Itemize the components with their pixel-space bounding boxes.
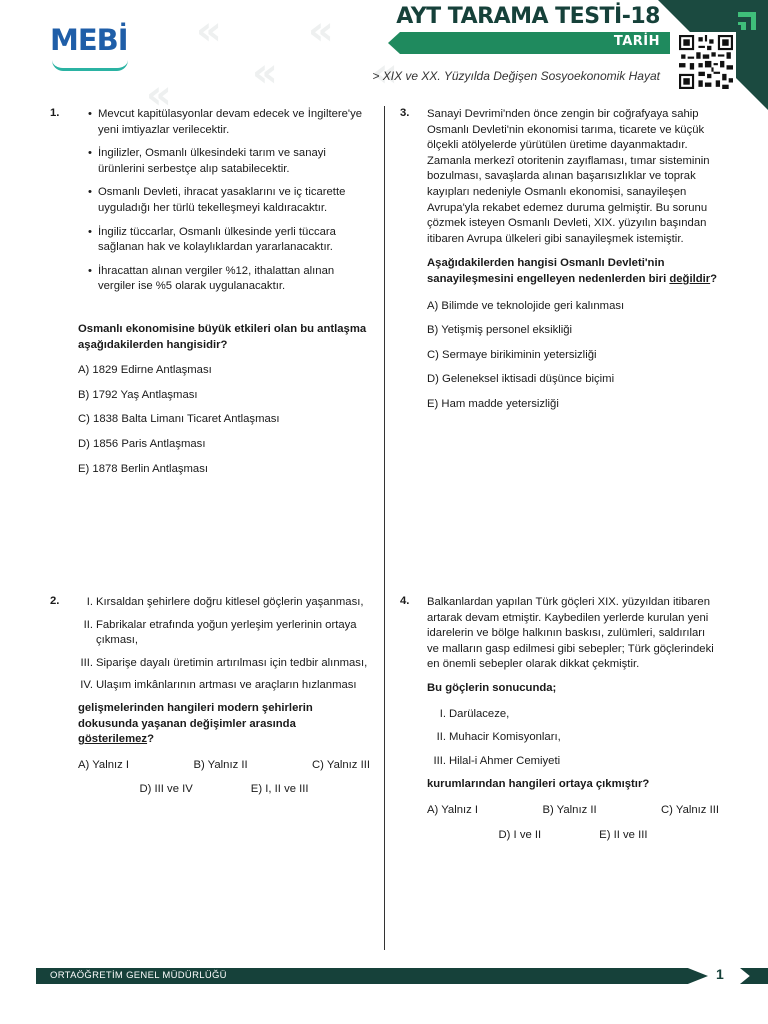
question-3-option-c[interactable]: C) Sermaye birikiminin yetersizliği (427, 348, 597, 361)
question-2-number: 2. (50, 595, 60, 607)
chevron-decoration-icon: « (146, 72, 172, 118)
question-1-option-b[interactable]: B) 1792 Yaş Antlaşması (78, 388, 198, 401)
stem-text: Aşağıdakilerden hangisi Osmanlı Devleti'nin sanayileşmesini engelleyen nedenlerden biri (427, 257, 667, 285)
corner-arrow-icon (734, 8, 760, 34)
question-4-option-a[interactable]: A) Yalnız I (427, 803, 479, 816)
question-1-bullet: • İhracattan alınan vergiler %12, ithalattan alınan vergiler ise %5 olarak uygulanacaktır. (86, 264, 364, 295)
question-1-option-c[interactable]: C) 1838 Balta Limanı Ticaret Antlaşması (78, 413, 280, 426)
item-text: Fabrikalar etrafında yoğun yerleşim yerlerinin ortaya çıkması, (96, 618, 357, 647)
question-1-option-e[interactable]: E) 1878 Berlin Antlaşması (78, 462, 208, 475)
logo-swoosh (52, 60, 128, 71)
stem-end: ? (147, 733, 154, 746)
question-1-bullet: • İngilizler, Osmanlı ülkesindeki tarım ve sanayi ürünlerini serbestçe alıp satabilecektir. (86, 146, 364, 177)
roman-numeral: I. (439, 707, 446, 720)
stem-underlined: gösterilemez (78, 733, 148, 746)
question-4-option-d[interactable]: D) I ve II (498, 828, 542, 841)
item-text: Hilal-i Ahmer Cemiyeti (449, 754, 561, 767)
roman-numeral: I. (86, 596, 93, 608)
question-1-bullet: • Mevcut kapitülasyonlar devam edecek ve İngiltere'ye yeni imtiyazlar verilecektir. (86, 107, 364, 138)
question-2-option-e[interactable]: E) I, II ve III (250, 783, 309, 796)
topic-subtitle: > XIX ve XX. Yüzyılda Değişen Sosyoekonomik Hayat (372, 69, 660, 83)
question-2-option-c[interactable]: C) Yalnız III (312, 758, 370, 771)
question-1 (86, 107, 364, 303)
question-4-item (431, 730, 719, 746)
roman-numeral: II. (436, 731, 446, 744)
item-text: Ulaşım imkânlarının artması ve araçların hızlanması (96, 679, 357, 692)
question-2-item (78, 656, 370, 672)
question-4-lead: Bu göçlerin sonucunda; (427, 681, 557, 694)
question-2 (78, 595, 370, 798)
column-divider (384, 106, 385, 950)
question-2-item (78, 595, 370, 611)
question-2-option-b[interactable]: B) Yalnız II (193, 758, 248, 771)
question-4-number: 4. (400, 595, 410, 607)
question-1-stem: Osmanlı ekonomisine büyük etkileri olan bu antlaşma aşağıdakilerden hangisidir? (78, 323, 367, 351)
chevron-decoration-icon: « (252, 50, 278, 96)
question-1-option-d[interactable]: D) 1856 Paris Antlaşması (78, 437, 206, 450)
question-3-option-d[interactable]: D) Geleneksel iktisadi düşünce biçimi (427, 373, 615, 386)
question-4 (427, 595, 719, 843)
question-4-item (431, 707, 719, 723)
question-4-stem: kurumlarından hangileri ortaya çıkmıştır? (427, 778, 650, 791)
question-1-number: 1. (50, 107, 60, 119)
question-1-option-a[interactable]: A) 1829 Edirne Antlaşması (78, 364, 212, 377)
logo-text: MEBİ (50, 23, 128, 57)
mebi-logo (50, 24, 132, 72)
question-1-bullet: • İngiliz tüccarlar, Osmanlı ülkesinde yerli tüccara sağlanan hak ve kolaylıklardan yararlanacaktır. (86, 225, 364, 256)
test-title: AYT TARAMA TESTİ-18 (396, 4, 660, 29)
question-1-answers (78, 318, 368, 477)
question-2-option-d[interactable]: D) III ve IV (139, 783, 193, 796)
item-text: Siparişe dayalı üretimin artırılması için tedbir alınması, (96, 656, 368, 669)
chevron-decoration-icon: « (308, 8, 334, 54)
roman-numeral: III. (433, 754, 446, 767)
roman-numeral: III. (80, 656, 93, 669)
question-4-item (431, 754, 719, 770)
question-3-option-e[interactable]: E) Ham madde yetersizliği (427, 397, 559, 410)
question-3-number: 3. (400, 107, 410, 119)
question-1-bullet: • Osmanlı Devleti, ihracat yasaklarını ve iç ticarette uyguladığı her türlü tekelleşmeyi kaldıracaktır. (86, 185, 364, 216)
question-4-option-b[interactable]: B) Yalnız II (542, 803, 597, 816)
question-2-item (78, 678, 370, 694)
roman-numeral: IV. (80, 679, 93, 692)
item-text: Muhacir Komisyonları, (449, 731, 561, 744)
item-text: Kırsaldan şehirlere doğru kitlesel göçlerin yaşanması, (96, 596, 364, 608)
subject-label: TARİH (613, 34, 660, 49)
page-number: 1 (716, 966, 724, 982)
question-2-option-a[interactable]: A) Yalnız I (78, 758, 130, 771)
question-4-option-c[interactable]: C) Yalnız III (661, 803, 719, 816)
footer-tab (740, 968, 768, 984)
question-3-stem (427, 256, 719, 287)
stem-underlined: değildir (669, 272, 711, 285)
question-3-paragraph: Sanayi Devrimi'nden önce zengin bir coğrafyaya sahip Osmanlı Devleti'nin ekonomisi tarıma, ticarete ve küçük ölçekli atölyelerde yürütülen üretime dayanmaktadır. Zamanla merkezî otoritenin zayıflaması, tımar sisteminin bozulması, savaşlarda alınan başarısızlıklar ve toprak kayıpları nedeniyle Osmanlı ekonomisi, sanayileşen Avrupa'yla rekabet edemez duruma gelmiştir. Bu sorunu çözmek isteyen Osmanlı Devleti, XIX. yüzyılın başından itibaren Avrupa ülkeleri gibi sanayileşmek istemiştir. (427, 108, 710, 245)
question-3-option-b[interactable]: B) Yetişmiş personel eksikliği (427, 324, 573, 337)
roman-numeral: II. (83, 618, 93, 631)
question-4-option-e[interactable]: E) II ve III (599, 828, 648, 841)
question-2-stem (78, 701, 370, 748)
question-2-item (78, 618, 370, 649)
question-4-paragraph: Balkanlardan yapılan Türk göçleri XIX. yüzyıldan itibaren artarak devam etmiştir. Kaybedilen yerlerde kurulan yeni idarelerin ve bölge halkının baskısı, zulümleri, saldırıları ve malların gasp edilmesi gibi sebepler; Türk göçlerindeki en önemli sebepler olarak dikkat çekmiştir. (427, 596, 714, 671)
question-3-option-a[interactable]: A) Bilimde ve teknolojide geri kalınması (427, 299, 625, 312)
qr-code-icon[interactable] (676, 32, 736, 92)
stem-text: gelişmelerinden hangileri modern şehirlerin dokusunda yaşanan değişimler arasında (78, 701, 313, 730)
item-text: Darülaceze, (449, 707, 510, 720)
stem-end: ? (710, 272, 718, 285)
chevron-decoration-icon: « (196, 8, 222, 54)
chevron-decoration-icon: « (372, 50, 398, 96)
question-3 (427, 107, 719, 413)
footer-text: ORTAÖĞRETİM GENEL MÜDÜRLÜĞÜ (50, 970, 227, 981)
